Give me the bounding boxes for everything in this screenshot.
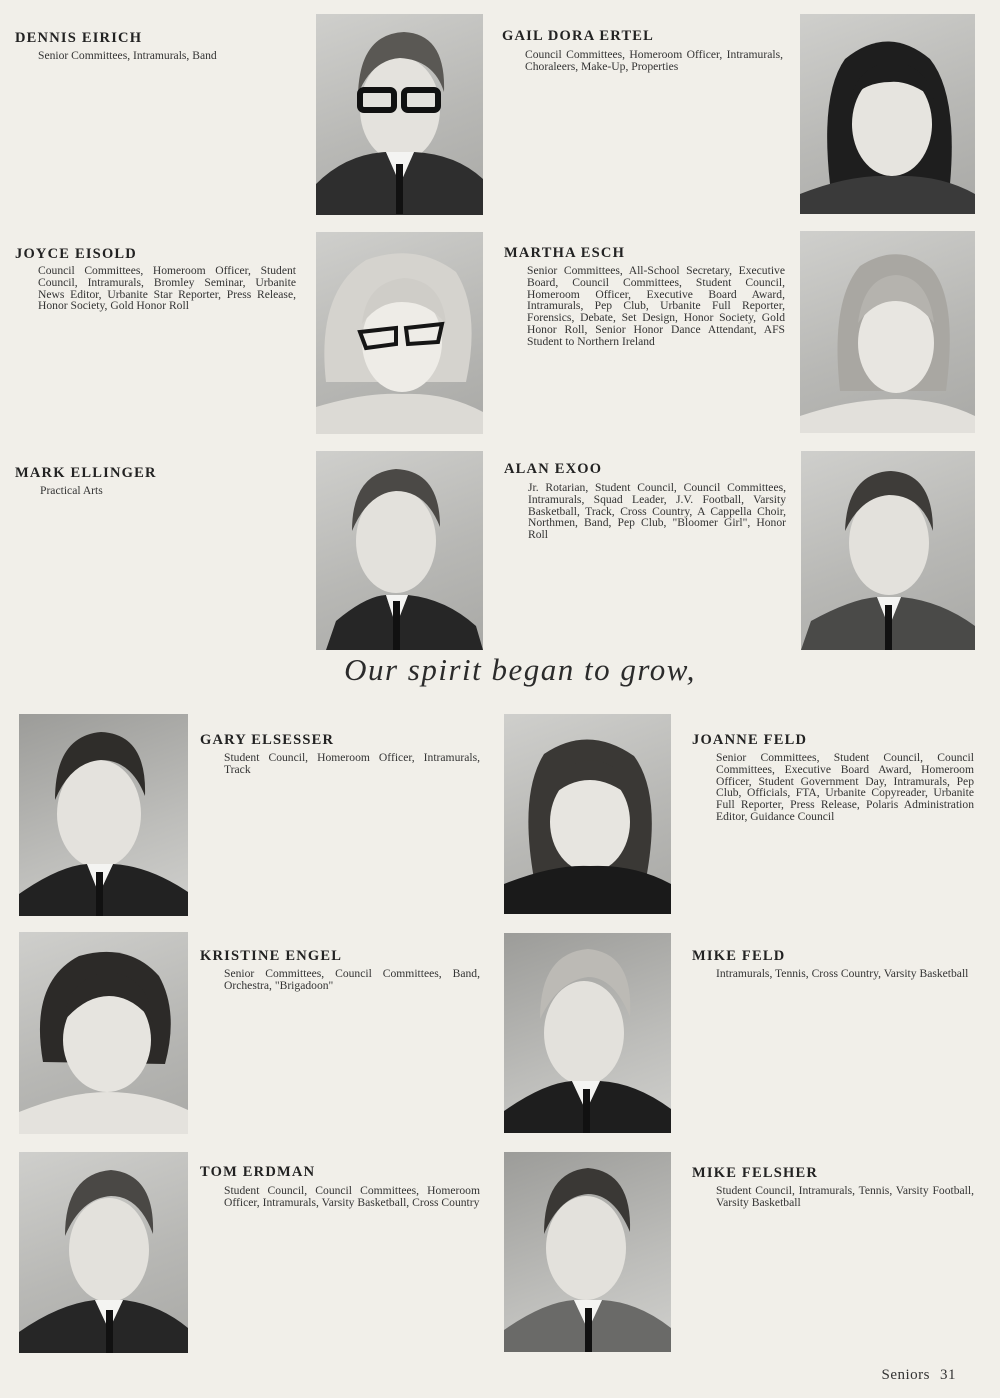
portrait-photo-alan-exoo (801, 451, 975, 650)
senior-name-kristine-engel: KRISTINE ENGEL (200, 948, 343, 964)
senior-name-joanne-feld: JOANNE FELD (692, 732, 808, 748)
senior-activities-gary-elsesser: Student Council, Homeroom Officer, Intramurals, Track (224, 751, 480, 776)
portrait-photo-joyce-eisold (316, 232, 483, 434)
page-tagline: Our spirit began to grow, (344, 652, 696, 687)
female-portrait-icon (316, 232, 483, 434)
female-portrait-icon (504, 714, 671, 914)
senior-activities-joanne-feld: Senior Committees, Student Council, Council Committees, Executive Board Award, Homeroom Officer, Student Government Day, Intramurals, Pep Club, Officials, FTA, Urbanite Copyreader, Urbanite Full Reporter, Press Release, Polaris Administration Editor, Guidance Council (716, 751, 974, 823)
portrait-photo-dennis-eirich (316, 14, 483, 215)
senior-name-mark-ellinger: MARK ELLINGER (15, 465, 157, 481)
portrait-photo-gary-elsesser (19, 714, 188, 916)
senior-activities-mike-feld: Intramurals, Tennis, Cross Country, Varsity Basketball (716, 967, 969, 980)
senior-activities-dennis-eirich: Senior Committees, Intramurals, Band (38, 49, 217, 62)
senior-activities-alan-exoo: Jr. Rotarian, Student Council, Council Committees, Intramurals, Squad Leader, J.V. Football, Varsity Basketball, Track, Cross Country, A Cappella Choir, Northmen, Band, Pep Club, "Bloomer Girl", Honor Roll (528, 481, 786, 542)
senior-activities-kristine-engel: Senior Committees, Council Committees, Band, Orchestra, "Brigadoon" (224, 967, 480, 992)
portrait-photo-mike-felsher (504, 1152, 671, 1352)
senior-name-mike-felsher: MIKE FELSHER (692, 1165, 818, 1181)
male-portrait-icon (316, 451, 483, 650)
portrait-photo-mark-ellinger (316, 451, 483, 650)
senior-activities-joyce-eisold: Council Committees, Homeroom Officer, Student Council, Intramurals, Bromley Seminar, Urbanite News Editor, Urbanite Star Reporter, Press Release, Honor Society, Gold Honor Roll (38, 264, 296, 313)
portrait-photo-tom-erdman (19, 1152, 188, 1353)
female-portrait-icon (19, 932, 188, 1134)
portrait-photo-kristine-engel (19, 932, 188, 1134)
senior-name-mike-feld: MIKE FELD (692, 948, 786, 964)
female-portrait-icon (800, 231, 975, 433)
senior-name-gail-dora-ertel: GAIL DORA ERTEL (502, 28, 655, 44)
senior-activities-tom-erdman: Student Council, Council Committees, Homeroom Officer, Intramurals, Varsity Basketball, Cross Country (224, 1184, 480, 1209)
page-number: 31 (940, 1367, 956, 1383)
senior-name-martha-esch: MARTHA ESCH (504, 245, 626, 261)
male-portrait-icon (19, 714, 188, 916)
senior-name-tom-erdman: TOM ERDMAN (200, 1164, 316, 1180)
male-portrait-icon (316, 14, 483, 215)
senior-name-dennis-eirich: DENNIS EIRICH (15, 30, 143, 46)
male-portrait-icon (801, 451, 975, 650)
senior-activities-martha-esch: Senior Committees, All-School Secretary, Executive Board, Council Committees, Student Council, Homeroom Officer, Executive Board Award, Intramurals, Pep Club, Urbanite Full Reporter, Forensics, Debate, Set Design, Honor Society, Gold Honor Roll, Senior Honor Dance Attendant, AFS Student to Northern Ireland (527, 264, 785, 348)
male-portrait-icon (19, 1152, 188, 1353)
senior-name-gary-elsesser: GARY ELSESSER (200, 732, 335, 748)
senior-name-joyce-eisold: JOYCE EISOLD (15, 246, 137, 262)
male-portrait-icon (504, 1152, 671, 1352)
portrait-photo-martha-esch (800, 231, 975, 433)
female-portrait-icon (800, 14, 975, 214)
footer-section-label: Seniors (881, 1367, 930, 1383)
male-portrait-icon (504, 933, 671, 1133)
page-footer (872, 1367, 957, 1384)
senior-activities-mike-felsher: Student Council, Intramurals, Tennis, Varsity Football, Varsity Basketball (716, 1184, 974, 1209)
senior-activities-mark-ellinger: Practical Arts (40, 484, 103, 497)
portrait-photo-joanne-feld (504, 714, 671, 914)
portrait-photo-gail-dora-ertel (800, 14, 975, 214)
portrait-photo-mike-feld (504, 933, 671, 1133)
senior-name-alan-exoo: ALAN EXOO (504, 461, 603, 477)
senior-activities-gail-dora-ertel: Council Committees, Homeroom Officer, Intramurals, Choraleers, Make-Up, Properties (525, 48, 783, 73)
